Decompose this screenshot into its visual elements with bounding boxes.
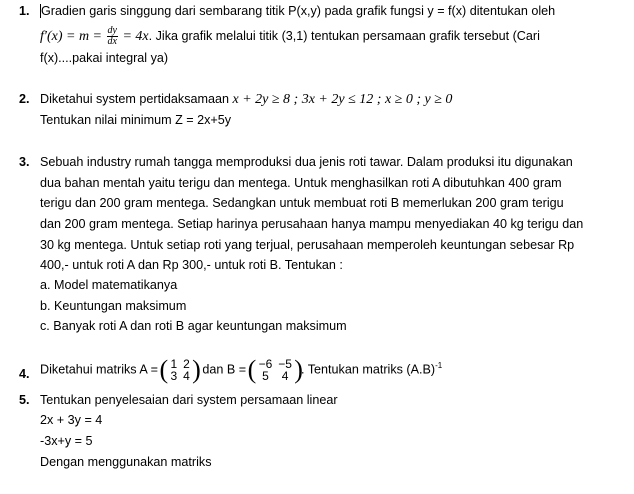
matrix-a-cell: 1 [170, 357, 178, 371]
q1-fprime: f′(x) = m = [40, 28, 102, 44]
q2-number: 2. [19, 92, 30, 106]
q4-mid: dan B = [202, 362, 247, 377]
q3-line[interactable]: terigu dan 200 gram mentega. Sedangkan untuk membuat roti B memerlukan 200 gram terigu [40, 196, 564, 210]
q3-line[interactable]: 30 kg mentega. Untuk setiap roti yang terjual, perusahaan memperoleh keuntungan sebesar Rp [40, 238, 575, 252]
q4-superscript: -1 [435, 361, 443, 371]
right-paren: ) [192, 355, 201, 384]
q4-line[interactable] [40, 355, 443, 384]
q1-line3[interactable]: f(x)....pakai integral ya) [40, 51, 169, 65]
q5-line1[interactable]: Tentukan penyelesaian dari system persamaan linear [40, 393, 338, 407]
left-paren: ( [159, 355, 169, 384]
q2-line2[interactable]: Tentukan nilai minimum Z = 2x+5y [40, 113, 232, 127]
q2-line1-text: Diketahui system pertidaksamaan [40, 92, 229, 106]
q1-frac-bot: dx [107, 36, 117, 47]
q1-line2[interactable] [40, 26, 540, 47]
q1-line1[interactable] [40, 4, 555, 18]
q1-line1-text: Gradien garis singgung dari sembarang titik P(x,y) pada grafik fungsi y = f(x) ditentukan oleh [41, 4, 556, 18]
matrix-a-cell: 3 [170, 369, 178, 383]
q2-inequalities: x + 2y ≥ 8 ; 3x + 2y ≤ 12 ; x ≥ 0 ; y ≥ 0 [232, 92, 453, 107]
q5-eq1[interactable]: 2x + 3y = 4 [40, 413, 103, 427]
q3-line[interactable]: dan 200 gram mentega. Setiap harinya perusahaan hanya mampu menyediakan 40 kg terigu dan [40, 217, 584, 231]
q3-item-b[interactable]: b. Keuntungan maksimum [40, 299, 187, 313]
matrix-b-cell: −5 [278, 357, 292, 371]
q1-frac-top: dy [107, 25, 117, 36]
q5-eq2[interactable]: -3x+y = 5 [40, 434, 93, 448]
q3-line[interactable]: dua bahan mentah yaitu terigu dan mentega. Untuk menghasilkan roti A dibutuhkan 400 gram [40, 176, 562, 190]
q3-line[interactable]: Sebuah industry rumah tangga memproduksi dua jenis roti tawar. Dalam produksi itu digunakan [40, 155, 573, 169]
q5-number: 5. [19, 393, 30, 407]
matrix-b-cell: 5 [262, 369, 269, 383]
q1-line2-text: . Jika grafik melalui titik (3,1) tentukan persamaan grafik tersebut (Cari [148, 28, 540, 43]
q3-item-a[interactable]: a. Model matematikanya [40, 278, 178, 292]
q3-line[interactable]: 400,- untuk roti A dan Rp 300,- untuk roti B. Tentukan : [40, 258, 343, 272]
q1-number: 1. [19, 4, 30, 18]
q1-eq-rest: = 4x [122, 28, 149, 44]
q4-number: 4. [19, 367, 30, 381]
matrix-b-cell: 4 [281, 369, 289, 383]
matrix-a-cell: 4 [183, 369, 190, 383]
matrix-a-cell: 2 [183, 357, 190, 371]
q3-item-c[interactable]: c. Banyak roti A dan roti B agar keuntungan maksimum [40, 319, 347, 333]
matrix-b-cell: −6 [258, 357, 273, 371]
matrix-b [247, 355, 303, 384]
matrix-a [159, 355, 201, 384]
q3-number: 3. [19, 155, 30, 169]
q4-prefix: Diketahui matriks A = [40, 362, 158, 377]
left-paren: ( [247, 355, 257, 384]
q4-suffix: . Tentukan matriks (A.B) [300, 362, 436, 377]
right-paren: ) [294, 355, 303, 384]
q2-line1[interactable] [40, 92, 452, 108]
q1-fraction [107, 26, 118, 47]
q5-line4[interactable]: Dengan menggunakan matriks [40, 455, 212, 469]
